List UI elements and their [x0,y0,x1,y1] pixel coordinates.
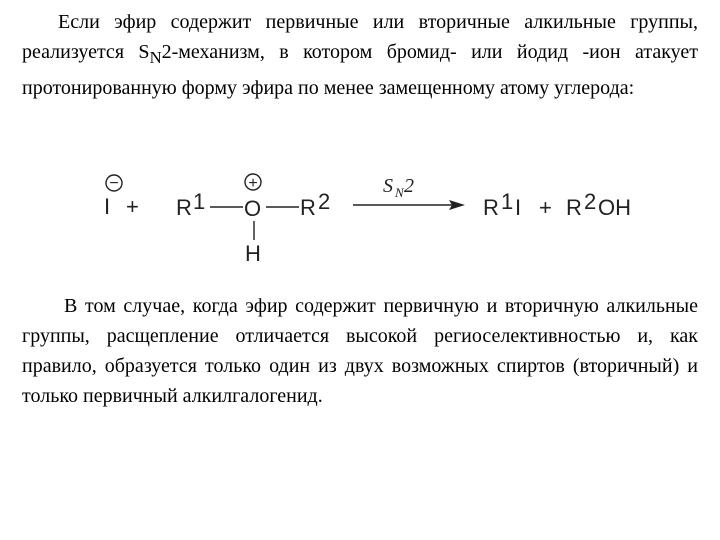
r1-group: R [176,195,192,220]
sn-subscript: N [149,48,162,67]
negative-charge-sign: − [109,175,119,192]
hydrogen-atom: H [245,241,261,266]
intro-text-end: 2-механизм, в котором бромид- или йодид -ион атакует протонированную форму эфира по менее замещенному атому углерода: [22,41,698,99]
positive-charge-sign: + [248,175,258,192]
plus-sign-products: + [539,195,552,220]
regioselectivity-paragraph [22,291,698,411]
r2-superscript: 2 [318,189,331,214]
product1-superscript: 1 [501,189,514,214]
product1-r: R [483,195,499,220]
arrow-label-2: 2 [404,175,414,197]
reaction-scheme [0,160,720,280]
product1-iodine: I [515,195,522,220]
product2-r: R [566,195,582,220]
arrow-label-n: N [395,185,404,200]
regioselectivity-text: В том случае, когда эфир содержит первичную и вторичную алкильные группы, расщепление отличается высокой региоселективностью и, как правило, образуется только один из двух возможных спиртов (вторичный) и только первичный алкилгалогенид. [22,295,698,407]
product2-oh: OH [598,195,631,220]
oxygen-atom: O [244,196,262,221]
r2-group: R [300,195,316,220]
product2-superscript: 2 [584,189,597,214]
intro-text-start: Если эфир содержит первичные или вторичные алкильные группы, реализуется S [22,11,698,63]
arrow-label-s: S [383,175,393,197]
r1-superscript: 1 [193,189,206,214]
iodide-ion: I [104,194,111,219]
plus-sign-reactants: + [126,194,139,219]
intro-paragraph [22,7,698,103]
